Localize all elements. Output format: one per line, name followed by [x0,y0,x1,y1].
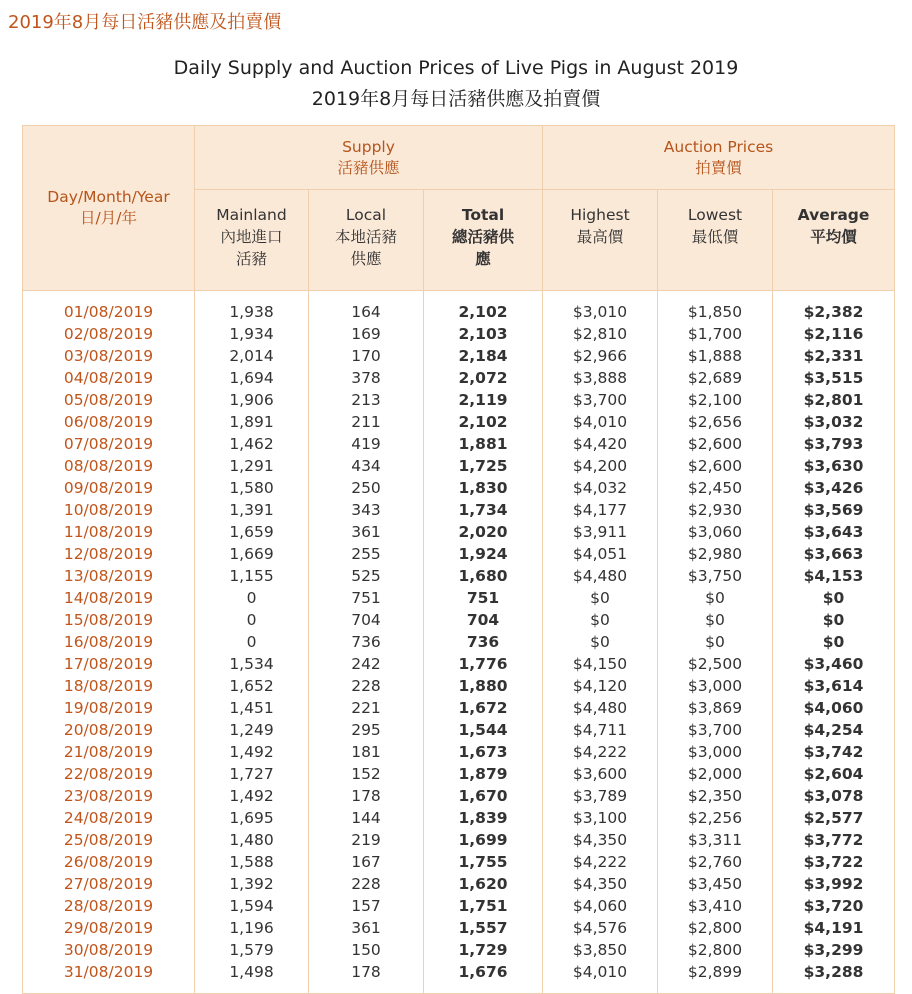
mainland-cell: 1,938 [195,301,309,323]
date-cell: 09/08/2019 [23,477,195,499]
total-column-header [424,190,543,291]
highest-cell: $3,010 [543,301,658,323]
total-cell: 1,755 [424,851,543,873]
date-cell: 02/08/2019 [23,323,195,345]
table-row [23,939,895,961]
auction-header-en: Auction Prices [663,137,774,156]
local-cell: 181 [309,741,424,763]
date-cell: 22/08/2019 [23,763,195,785]
table-row [23,521,895,543]
date-header-zh: 日/月/年 [80,209,137,227]
table-row [23,477,895,499]
table-row [23,367,895,389]
highest-cell: $3,600 [543,763,658,785]
date-cell: 14/08/2019 [23,587,195,609]
lowest-header-en: Lowest [687,206,743,224]
average-cell: $3,772 [773,829,895,851]
average-cell: $3,299 [773,939,895,961]
total-cell: 1,830 [424,477,543,499]
table-row [23,345,895,367]
mainland-cell: 0 [195,631,309,653]
mainland-cell: 1,579 [195,939,309,961]
total-cell: 1,879 [424,763,543,785]
mainland-cell: 1,249 [195,719,309,741]
mainland-cell: 2,014 [195,345,309,367]
local-cell: 736 [309,631,424,653]
total-cell: 2,103 [424,323,543,345]
local-cell: 295 [309,719,424,741]
average-cell: $4,153 [773,565,895,587]
total-cell: 2,102 [424,411,543,433]
table-row [23,389,895,411]
mainland-cell: 1,669 [195,543,309,565]
highest-column-header [543,190,658,291]
date-cell: 07/08/2019 [23,433,195,455]
total-cell: 1,673 [424,741,543,763]
lowest-header-zh: 最低價 [691,228,739,246]
date-cell: 21/08/2019 [23,741,195,763]
average-cell: $3,663 [773,543,895,565]
lowest-cell: $2,100 [658,389,773,411]
highest-cell: $4,711 [543,719,658,741]
average-cell: $2,801 [773,389,895,411]
lowest-cell: $3,700 [658,719,773,741]
lowest-cell: $2,350 [658,785,773,807]
mainland-cell: 1,534 [195,653,309,675]
date-cell: 12/08/2019 [23,543,195,565]
total-cell: 1,544 [424,719,543,741]
average-cell: $3,630 [773,455,895,477]
highest-cell: $4,150 [543,653,658,675]
local-cell: 219 [309,829,424,851]
highest-cell: $0 [543,587,658,609]
total-cell: 1,839 [424,807,543,829]
page-heading: 2019年8月每日活豬供應及拍賣價 [8,12,282,33]
lowest-cell: $3,311 [658,829,773,851]
table-row [23,587,895,609]
date-cell: 01/08/2019 [23,301,195,323]
table-caption-english: Daily Supply and Auction Prices of Live Pigs in August 2019 [173,57,739,79]
pig-supply-price-table [22,125,895,994]
table-row [23,323,895,345]
average-cell: $4,191 [773,917,895,939]
lowest-cell: $2,800 [658,917,773,939]
mainland-cell: 1,588 [195,851,309,873]
local-cell: 169 [309,323,424,345]
local-cell: 704 [309,609,424,631]
local-cell: 343 [309,499,424,521]
total-cell: 1,699 [424,829,543,851]
average-cell: $3,992 [773,873,895,895]
date-cell: 18/08/2019 [23,675,195,697]
date-cell: 03/08/2019 [23,345,195,367]
table-row [23,895,895,917]
lowest-cell: $2,800 [658,939,773,961]
average-cell: $2,116 [773,323,895,345]
average-cell: $3,460 [773,653,895,675]
table-row [23,917,895,939]
local-cell: 152 [309,763,424,785]
local-cell: 170 [309,345,424,367]
table-row [23,873,895,895]
date-cell: 04/08/2019 [23,367,195,389]
average-cell: $3,288 [773,961,895,983]
lowest-column-header [658,190,773,291]
lowest-cell: $2,600 [658,433,773,455]
date-cell: 31/08/2019 [23,961,195,983]
lowest-cell: $0 [658,587,773,609]
average-cell: $2,331 [773,345,895,367]
total-cell: 1,676 [424,961,543,983]
date-header-en: Day/Month/Year [47,188,170,206]
highest-cell: $3,911 [543,521,658,543]
date-cell: 25/08/2019 [23,829,195,851]
date-cell: 24/08/2019 [23,807,195,829]
average-cell: $0 [773,587,895,609]
local-cell: 361 [309,917,424,939]
lowest-cell: $3,750 [658,565,773,587]
highest-cell: $3,700 [543,389,658,411]
date-column-header [23,126,195,291]
total-cell: 1,924 [424,543,543,565]
table-row [23,675,895,697]
date-cell: 29/08/2019 [23,917,195,939]
lowest-cell: $1,700 [658,323,773,345]
lowest-cell: $3,869 [658,697,773,719]
supply-header-en: Supply [342,137,395,156]
total-cell: 1,751 [424,895,543,917]
average-cell: $4,254 [773,719,895,741]
local-cell: 150 [309,939,424,961]
lowest-cell: $2,760 [658,851,773,873]
highest-cell: $3,100 [543,807,658,829]
date-cell: 26/08/2019 [23,851,195,873]
average-cell: $2,382 [773,301,895,323]
total-cell: 1,880 [424,675,543,697]
date-cell: 05/08/2019 [23,389,195,411]
mainland-cell: 1,492 [195,741,309,763]
local-cell: 228 [309,675,424,697]
table-row [23,499,895,521]
mainland-cell: 1,594 [195,895,309,917]
table-row [23,807,895,829]
spacer-row [23,983,895,994]
mainland-cell: 1,891 [195,411,309,433]
local-cell: 751 [309,587,424,609]
local-cell: 178 [309,785,424,807]
average-header-zh: 平均價 [810,228,857,246]
highest-cell: $3,789 [543,785,658,807]
mainland-cell: 1,580 [195,477,309,499]
average-cell: $3,643 [773,521,895,543]
date-cell: 28/08/2019 [23,895,195,917]
local-cell: 164 [309,301,424,323]
local-cell: 167 [309,851,424,873]
total-cell: 1,680 [424,565,543,587]
local-header-zh1: 本地活豬 [334,228,397,246]
highest-cell: $4,010 [543,961,658,983]
highest-cell: $4,222 [543,741,658,763]
lowest-cell: $3,000 [658,675,773,697]
local-cell: 211 [309,411,424,433]
table-row [23,741,895,763]
total-cell: 1,725 [424,455,543,477]
lowest-cell: $0 [658,609,773,631]
mainland-header-en: Mainland [216,206,287,224]
highest-cell: $2,810 [543,323,658,345]
table-row [23,829,895,851]
total-cell: 1,620 [424,873,543,895]
highest-cell: $2,966 [543,345,658,367]
highest-cell: $4,222 [543,851,658,873]
average-cell: $3,722 [773,851,895,873]
highest-cell: $4,010 [543,411,658,433]
highest-cell: $4,420 [543,433,658,455]
highest-cell: $4,350 [543,829,658,851]
highest-cell: $0 [543,631,658,653]
mainland-cell: 1,480 [195,829,309,851]
date-cell: 06/08/2019 [23,411,195,433]
total-cell: 2,020 [424,521,543,543]
total-cell: 1,734 [424,499,543,521]
lowest-cell: $1,850 [658,301,773,323]
mainland-cell: 1,392 [195,873,309,895]
total-header-zh2: 應 [475,250,491,268]
mainland-header-zh1: 內地進口 [220,228,283,246]
local-cell: 419 [309,433,424,455]
mainland-cell: 1,498 [195,961,309,983]
average-cell: $2,604 [773,763,895,785]
mainland-cell: 1,695 [195,807,309,829]
date-cell: 08/08/2019 [23,455,195,477]
highest-cell: $4,060 [543,895,658,917]
lowest-cell: $2,000 [658,763,773,785]
date-cell: 17/08/2019 [23,653,195,675]
average-header-en: Average [797,206,870,224]
date-cell: 13/08/2019 [23,565,195,587]
average-column-header [773,190,895,291]
mainland-cell: 1,391 [195,499,309,521]
lowest-cell: $2,899 [658,961,773,983]
highest-header-zh: 最高價 [576,228,624,246]
table-row [23,785,895,807]
total-cell: 2,102 [424,301,543,323]
total-cell: 2,072 [424,367,543,389]
spacer-row [23,291,895,302]
lowest-cell: $2,256 [658,807,773,829]
average-cell: $3,426 [773,477,895,499]
highest-cell: $3,888 [543,367,658,389]
lowest-cell: $2,930 [658,499,773,521]
total-cell: 1,881 [424,433,543,455]
table-row [23,565,895,587]
local-cell: 361 [309,521,424,543]
average-cell: $3,742 [773,741,895,763]
date-cell: 19/08/2019 [23,697,195,719]
mainland-cell: 1,291 [195,455,309,477]
lowest-cell: $2,689 [658,367,773,389]
local-cell: 378 [309,367,424,389]
table-row [23,411,895,433]
mainland-column-header [195,190,309,291]
highest-cell: $4,576 [543,917,658,939]
highest-cell: $4,177 [543,499,658,521]
table-caption-chinese: 2019年8月每日活豬供應及拍賣價 [311,88,601,110]
date-cell: 16/08/2019 [23,631,195,653]
total-cell: 704 [424,609,543,631]
local-cell: 228 [309,873,424,895]
total-cell: 1,670 [424,785,543,807]
table-body [23,291,895,994]
mainland-cell: 1,492 [195,785,309,807]
average-cell: $3,720 [773,895,895,917]
date-cell: 11/08/2019 [23,521,195,543]
average-cell: $3,515 [773,367,895,389]
date-cell: 20/08/2019 [23,719,195,741]
total-cell: 2,184 [424,345,543,367]
table-row [23,961,895,983]
local-column-header [309,190,424,291]
total-header-zh1: 總活豬供 [452,228,515,246]
local-cell: 434 [309,455,424,477]
local-cell: 525 [309,565,424,587]
average-cell: $3,032 [773,411,895,433]
supply-group-header [195,126,543,190]
date-cell: 30/08/2019 [23,939,195,961]
average-cell: $3,793 [773,433,895,455]
lowest-cell: $3,450 [658,873,773,895]
mainland-cell: 1,727 [195,763,309,785]
mainland-cell: 1,906 [195,389,309,411]
mainland-cell: 0 [195,609,309,631]
average-cell: $3,078 [773,785,895,807]
total-cell: 1,776 [424,653,543,675]
date-cell: 15/08/2019 [23,609,195,631]
total-cell: 1,672 [424,697,543,719]
local-cell: 250 [309,477,424,499]
highest-cell: $4,120 [543,675,658,697]
average-cell: $0 [773,631,895,653]
lowest-cell: $0 [658,631,773,653]
local-cell: 144 [309,807,424,829]
lowest-cell: $3,060 [658,521,773,543]
lowest-cell: $2,450 [658,477,773,499]
auction-header-zh: 拍賣價 [695,158,742,177]
mainland-cell: 1,462 [195,433,309,455]
mainland-header-zh2: 活豬 [235,250,267,268]
table-row [23,455,895,477]
table-row [23,697,895,719]
lowest-cell: $2,656 [658,411,773,433]
mainland-cell: 1,934 [195,323,309,345]
mainland-cell: 1,196 [195,917,309,939]
local-cell: 242 [309,653,424,675]
table-row [23,543,895,565]
lowest-cell: $3,000 [658,741,773,763]
date-cell: 10/08/2019 [23,499,195,521]
table-row [23,609,895,631]
mainland-cell: 0 [195,587,309,609]
highest-cell: $4,350 [543,873,658,895]
lowest-cell: $2,500 [658,653,773,675]
highest-cell: $4,032 [543,477,658,499]
highest-cell: $4,051 [543,543,658,565]
date-cell: 27/08/2019 [23,873,195,895]
table-row [23,851,895,873]
total-cell: 2,119 [424,389,543,411]
lowest-cell: $2,600 [658,455,773,477]
local-cell: 157 [309,895,424,917]
table-row [23,433,895,455]
lowest-cell: $3,410 [658,895,773,917]
total-cell: 751 [424,587,543,609]
highest-header-en: Highest [570,206,630,224]
average-cell: $4,060 [773,697,895,719]
lowest-cell: $2,980 [658,543,773,565]
auction-group-header [543,126,895,190]
highest-cell: $4,480 [543,565,658,587]
highest-cell: $4,200 [543,455,658,477]
total-cell: 736 [424,631,543,653]
local-cell: 221 [309,697,424,719]
total-cell: 1,729 [424,939,543,961]
mainland-cell: 1,451 [195,697,309,719]
total-header-en: Total [461,206,505,224]
table-row [23,719,895,741]
average-cell: $3,569 [773,499,895,521]
total-cell: 1,557 [424,917,543,939]
highest-cell: $3,850 [543,939,658,961]
local-cell: 255 [309,543,424,565]
highest-cell: $4,480 [543,697,658,719]
mainland-cell: 1,694 [195,367,309,389]
highest-cell: $0 [543,609,658,631]
table-row [23,301,895,323]
local-cell: 213 [309,389,424,411]
supply-header-zh: 活豬供應 [337,158,400,177]
average-cell: $2,577 [773,807,895,829]
mainland-cell: 1,659 [195,521,309,543]
local-header-en: Local [345,206,387,224]
table-row [23,631,895,653]
average-cell: $0 [773,609,895,631]
local-header-zh2: 供應 [350,250,382,268]
local-cell: 178 [309,961,424,983]
table-row [23,763,895,785]
table-row [23,653,895,675]
lowest-cell: $1,888 [658,345,773,367]
date-cell: 23/08/2019 [23,785,195,807]
mainland-cell: 1,155 [195,565,309,587]
mainland-cell: 1,652 [195,675,309,697]
average-cell: $3,614 [773,675,895,697]
